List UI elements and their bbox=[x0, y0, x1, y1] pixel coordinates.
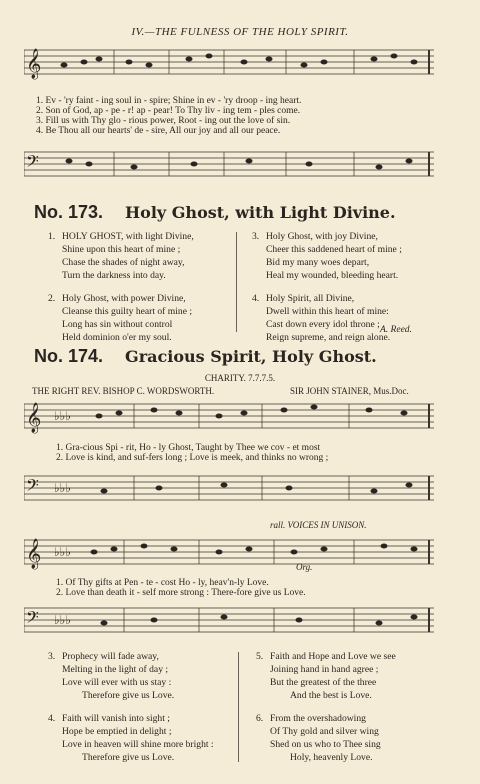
page-header: IV.—THE FULNESS OF THE HOLY SPIRIT. bbox=[131, 26, 349, 38]
hymn-173-verses-right bbox=[252, 230, 442, 344]
music-staff-treble-1 bbox=[24, 44, 434, 96]
hymn-174-lyrics-a bbox=[56, 443, 328, 463]
music-staff-bass-2 bbox=[24, 470, 434, 512]
verse-line: Bid my many woes depart, bbox=[266, 257, 370, 268]
verse-line: Long has sin without control bbox=[62, 319, 173, 330]
hymn-173-author: A. Reed. bbox=[380, 325, 412, 335]
verse-number: 3. bbox=[252, 231, 260, 242]
column-divider bbox=[238, 652, 239, 762]
verse-line: Love will ever with us stay : bbox=[62, 677, 172, 688]
lyric-line: 4. Be Thou all our hearts' de - sire, All our joy and all our peace. bbox=[36, 126, 281, 136]
music-staff-bass-3 bbox=[24, 602, 434, 642]
verse-number: 5. bbox=[256, 651, 264, 662]
svg-text:𝄞: 𝄞 bbox=[26, 403, 42, 432]
lyric-line: 2. Love than death it - self more strong : There-fore give us Love. bbox=[56, 588, 306, 598]
verse-line: From the overshadowing bbox=[270, 713, 366, 724]
verse-line: Cast down every idol throne ; bbox=[266, 319, 380, 330]
verse-line: HOLY GHOST, with light Divine, bbox=[62, 231, 194, 242]
hymn-173-title bbox=[34, 202, 396, 223]
verse-3 bbox=[48, 650, 238, 702]
verse-line: Therefore give us Love. bbox=[82, 690, 175, 701]
verse-line: Cheer this saddened heart of mine ; bbox=[266, 244, 402, 255]
verse-line: Reign supreme, and reign alone. bbox=[266, 332, 391, 343]
verse-4 bbox=[252, 292, 442, 344]
verse-number: 6. bbox=[256, 713, 264, 724]
svg-text:𝄞: 𝄞 bbox=[26, 49, 42, 78]
verse-line: And the best is Love. bbox=[290, 690, 372, 701]
hymn-173-verses-left bbox=[48, 230, 238, 344]
verse-line: Cleanse this guilty heart of mine ; bbox=[62, 306, 193, 317]
column-divider bbox=[236, 232, 237, 332]
hymn-number: No. 174. bbox=[34, 346, 104, 366]
voices-direction: rall. VOICES IN UNISON. bbox=[270, 520, 367, 530]
verse-line: Holy Spirit, all Divine, bbox=[266, 293, 355, 304]
verse-line: Holy Ghost, with joy Divine, bbox=[266, 231, 378, 242]
verse-line: Shine upon this heart of mine ; bbox=[62, 244, 181, 255]
verse-line: Shed on us who to Thee sing bbox=[270, 739, 381, 750]
verse-line: Dwell within this heart of mine: bbox=[266, 306, 389, 317]
music-staff-bass-1 bbox=[24, 146, 434, 190]
lyric-line: 1. Of Thy gifts at Pen - te - cost Ho - ly, heav'n-ly Love. bbox=[56, 578, 269, 588]
hymn-174-verses-right bbox=[256, 650, 446, 764]
verse-number: 3. bbox=[48, 651, 56, 662]
verse-number: 4. bbox=[252, 293, 260, 304]
organ-marking: Org. bbox=[296, 562, 313, 572]
verse-line: Melting in the light of day ; bbox=[62, 664, 169, 675]
svg-text:𝄢: 𝄢 bbox=[26, 153, 39, 175]
tune1-lyrics bbox=[36, 96, 301, 136]
hymn-174-verses-left bbox=[48, 650, 238, 764]
tune-name: CHARITY. 7.7.7.5. bbox=[204, 373, 276, 383]
verse-line: Heal my wounded, bleeding heart. bbox=[266, 270, 399, 281]
music-credit: SIR JOHN STAINER, Mus.Doc. bbox=[290, 386, 409, 396]
verse-1 bbox=[48, 230, 238, 282]
svg-text:♭♭♭: ♭♭♭ bbox=[54, 545, 71, 559]
verse-line: Chase the shades of night away, bbox=[62, 257, 185, 268]
verse-line: Therefore give us Love. bbox=[82, 752, 175, 763]
lyric-line: 2. Love is kind, and suf-fers long ; Love is meek, and thinks no wrong ; bbox=[56, 453, 329, 463]
music-staff-treble-2 bbox=[24, 396, 434, 440]
svg-text:♭♭♭: ♭♭♭ bbox=[54, 481, 71, 495]
lyric-line: 3. Fill us with Thy glo - rious power, Root - ing out the love of sin. bbox=[36, 116, 291, 126]
svg-text:𝄞: 𝄞 bbox=[26, 539, 42, 568]
verse-line: Faith will vanish into sight ; bbox=[62, 713, 170, 724]
hymn-name: Gracious Spirit, Holy Ghost. bbox=[125, 347, 377, 366]
hymn-number: No. 173. bbox=[34, 202, 104, 222]
verse-line: Joining hand in hand agree ; bbox=[270, 664, 379, 675]
hymn-174-lyrics-b bbox=[56, 578, 306, 598]
verse-2 bbox=[48, 292, 238, 344]
words-credit: THE RIGHT REV. BISHOP C. WORDSWORTH. bbox=[32, 386, 215, 396]
verse-5 bbox=[256, 650, 446, 702]
hymn-name: Holy Ghost, with Light Divine. bbox=[125, 203, 396, 222]
verse-line: Turn the darkness into day. bbox=[62, 270, 166, 281]
lyric-line: 1. Gra-cious Spi - rit, Ho - ly Ghost, Taught by Thee we cov - et most bbox=[56, 443, 321, 453]
verse-3 bbox=[252, 230, 442, 282]
verse-line: Love in heaven will shine more bright : bbox=[62, 739, 214, 750]
verse-line: Faith and Hope and Love we see bbox=[270, 651, 396, 662]
verse-line: But the greatest of the three bbox=[270, 677, 377, 688]
verse-number: 4. bbox=[48, 713, 56, 724]
verse-line: Holy Ghost, with power Divine, bbox=[62, 293, 186, 304]
svg-text:♭♭♭: ♭♭♭ bbox=[54, 613, 71, 627]
verse-line: Hope be emptied in delight ; bbox=[62, 726, 172, 737]
verse-4 bbox=[48, 712, 238, 764]
verse-number: 1. bbox=[48, 231, 56, 242]
verse-line: Held dominion o'er my soul. bbox=[62, 332, 172, 343]
hymn-174-title bbox=[34, 346, 377, 367]
svg-text:𝄢: 𝄢 bbox=[26, 609, 39, 631]
svg-text:𝄢: 𝄢 bbox=[26, 477, 39, 499]
verse-line: Prophecy will fade away, bbox=[62, 651, 159, 662]
svg-text:♭♭♭: ♭♭♭ bbox=[54, 409, 71, 423]
lyric-line: 2. Son of God, ap - pe - r! ap - pear! To Thy liv - ing tem - ples come. bbox=[36, 106, 301, 116]
music-staff-treble-3 bbox=[24, 532, 434, 576]
verse-number: 2. bbox=[48, 293, 56, 304]
verse-line: Of Thy gold and silver wing bbox=[270, 726, 379, 737]
verse-line: Holy, heavenly Love. bbox=[290, 752, 373, 763]
lyric-line: 1. Ev - 'ry faint - ing soul in - spire; Shine in ev - 'ry droop - ing heart. bbox=[36, 96, 302, 106]
verse-6 bbox=[256, 712, 446, 764]
